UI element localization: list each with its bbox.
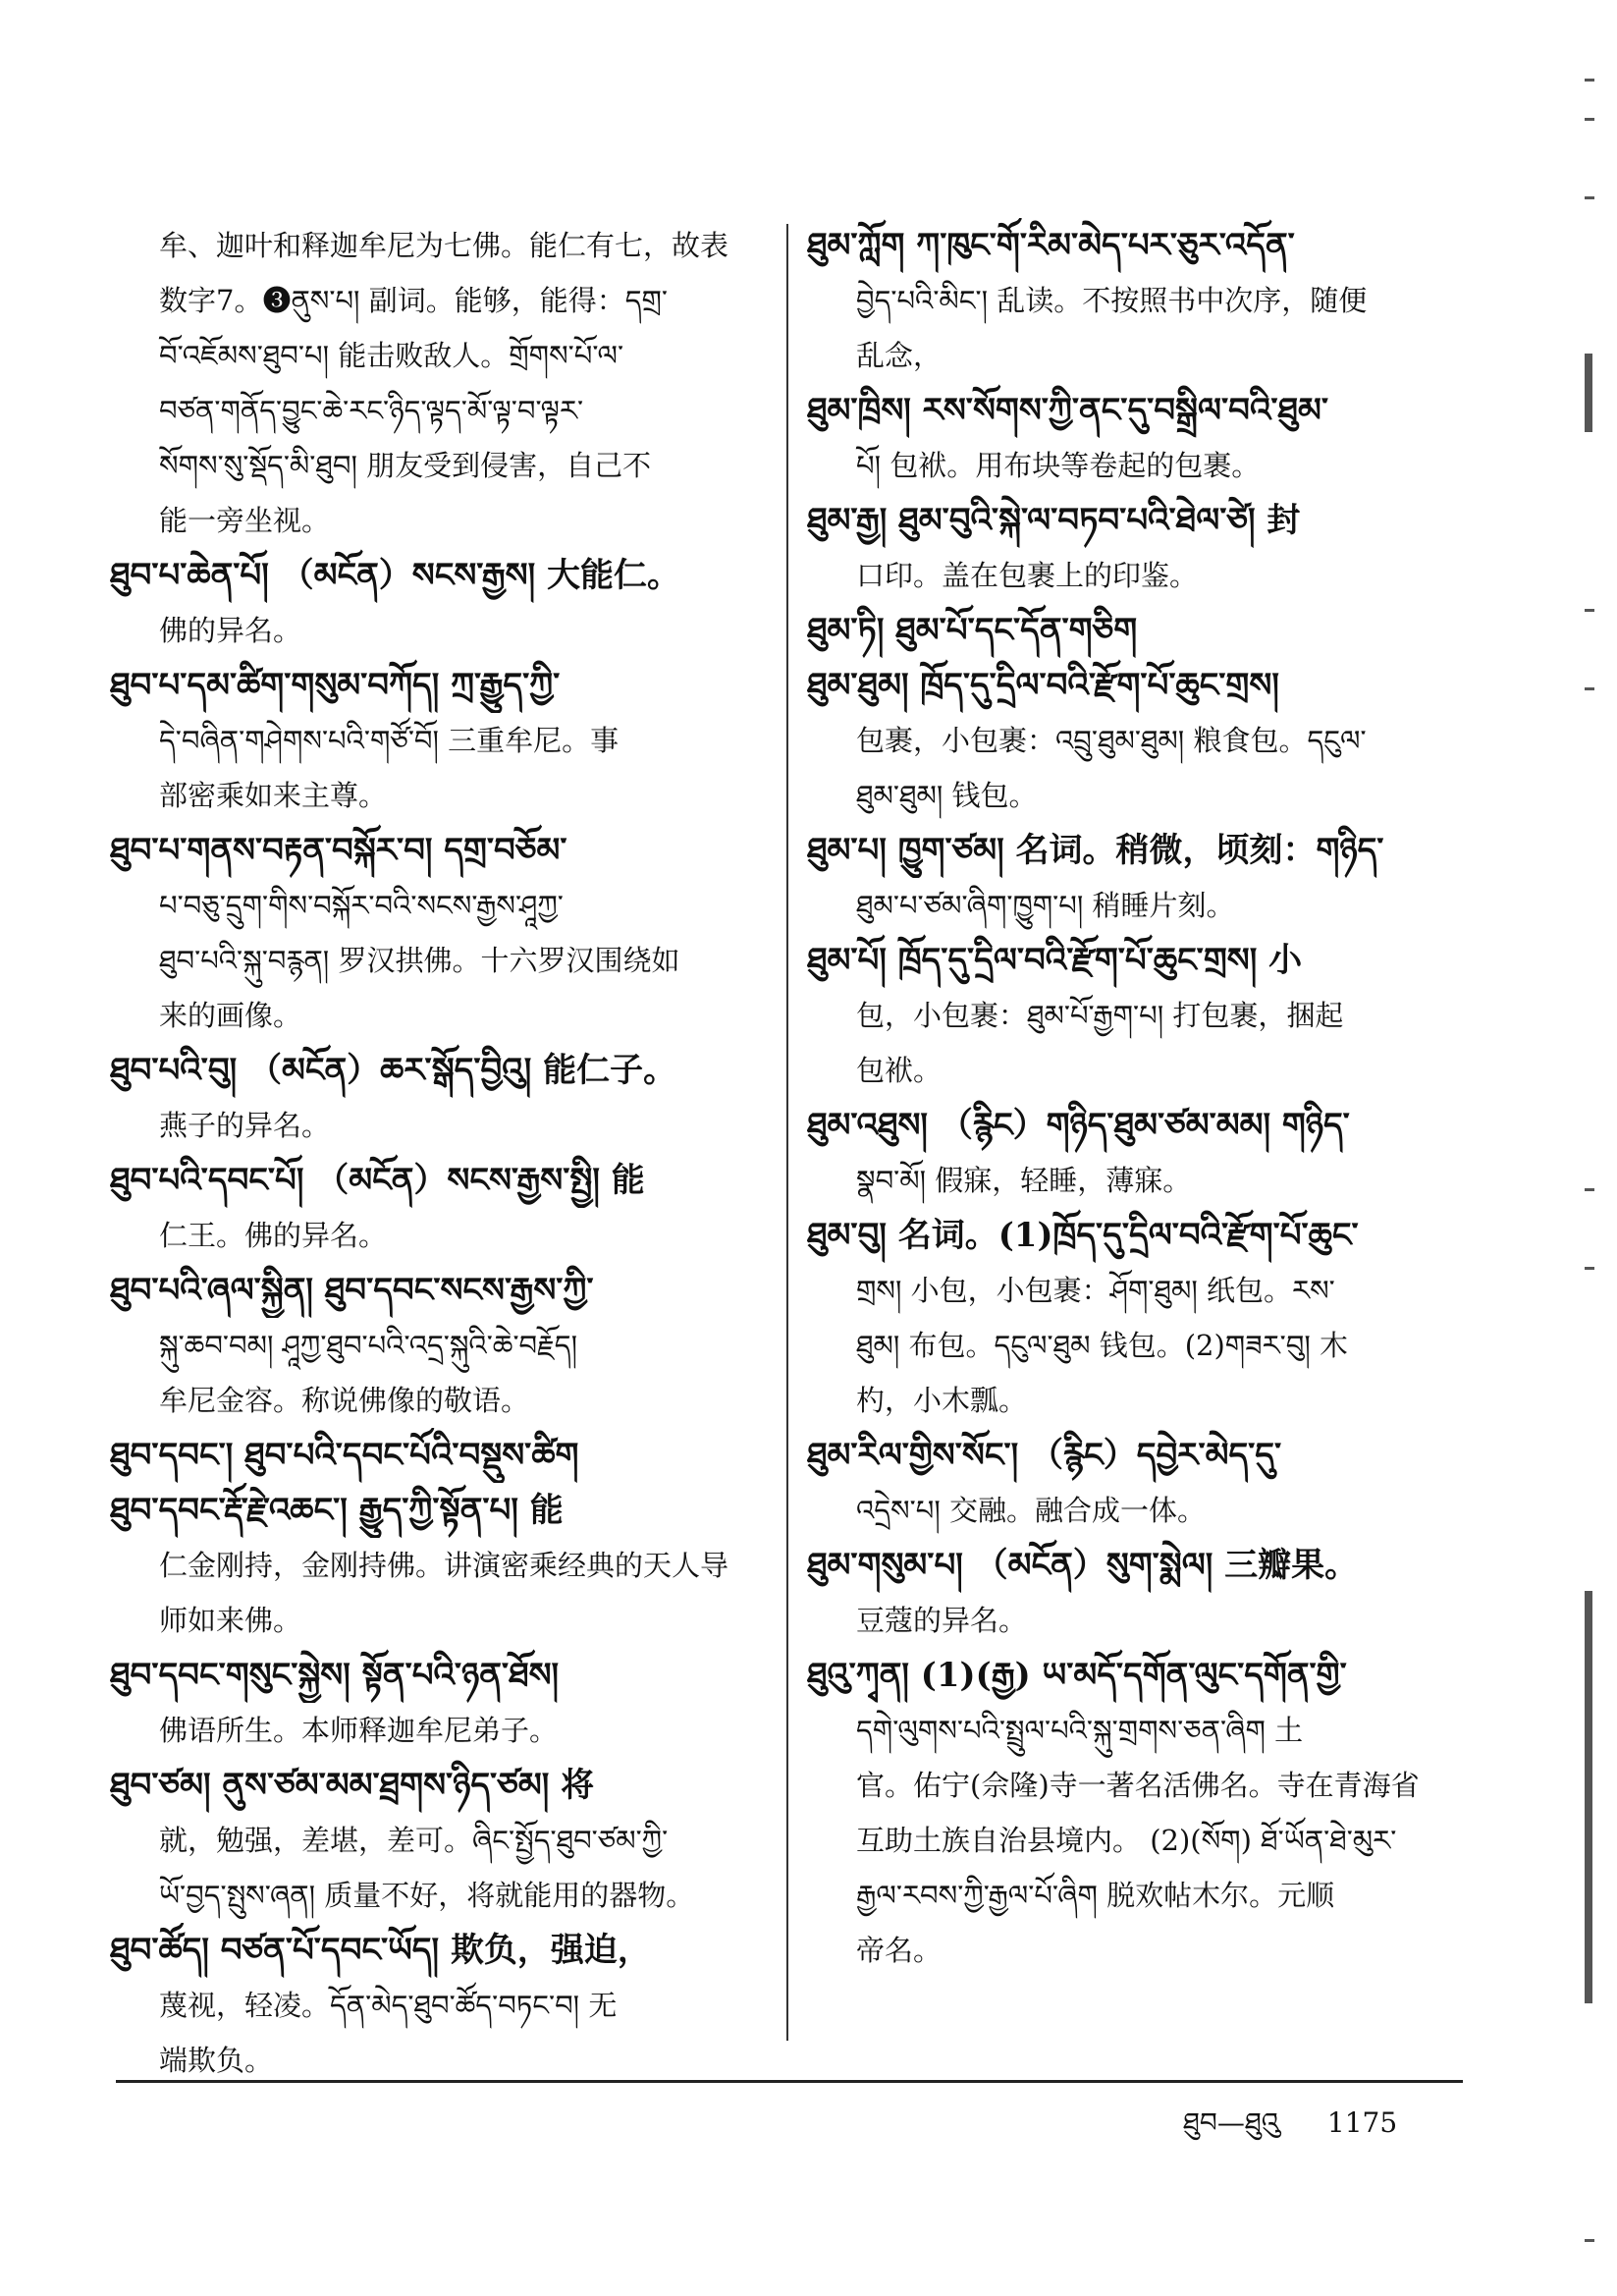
entry-text-line: 蔑视，轻凌。དོན་མེད་ཐུབ་ཚོད་བཏང་བ། 无: [159, 1989, 618, 2022]
entry-text-line: 包，小包裹：ཐུམ་པོ་རྒྱག་པ། 打包裹，捆起: [856, 999, 1344, 1032]
entry-text-line: དེ་བཞིན་གཤེགས་པའི་གཙོ་བོ། 三重牟尼。事: [159, 724, 620, 757]
entry-text-line: སོགས་སུ་སྡོད་མི་ཐུབ། 朋友受到侵害，自己不: [159, 449, 652, 482]
entry-headword-line: ཐུམ་གསུམ་པ། （མངོན）སུག་སྨེལ། 三瓣果。: [807, 1546, 1359, 1585]
entry-text-line: བཙན་གནོད་བྱུང་ཆེ་རང་ཉིད་ལྟད་མོ་ལྟ་བ་ལྟར་: [159, 394, 584, 427]
entry-headword-line: ཐུབ་དབང་རྡོ་རྗེ་འཆང་། རྒྱུད་ཀྱི་སྟོན་པ། 能: [110, 1491, 564, 1530]
entry-headword-line: ཐུའུ་ཀྭན། (1)(རྒྱ) ཡ་མདོ་དགོན་ལུང་དགོན་གྱི་: [807, 1656, 1347, 1695]
entry-text-line: 佛语所生。本师释迦牟尼弟子。: [159, 1714, 559, 1747]
entry-text-line: 来的画像。: [159, 999, 302, 1032]
entry-text-line: ཡོ་བྱད་སྤུས་ཞན། 质量不好，将就能用的器物。: [159, 1879, 695, 1912]
page-footer: [1183, 2092, 1397, 2169]
entry-headword-line: ཐུམ་ཐུམ། ཁྲོད་དུ་དྲིལ་བའི་རྫོག་པོ་ཆུང་གྲས།: [807, 666, 1279, 705]
left-column: [110, 218, 750, 2088]
entry-text-line: བྱེད་པའི་མིང་། 乱读。不按照书中次序，随便: [856, 284, 1368, 317]
entry-headword-line: ཐུམ་བུ། 名词。(1)ཁྲོད་དུ་དྲིལ་བའི་རྫོག་པོ་ཆུང་: [807, 1216, 1359, 1255]
entry-text-line: 口印。盖在包裹上的印鉴。: [856, 559, 1199, 592]
entry-text-line: སྐུ་ཆབ་བམ། ཤཱཀྱ་ཐུབ་པའི་འདྲ་སྐུའི་ཆེ་བརྗོད།: [159, 1329, 578, 1362]
entry-text-line: ཐུམ་ཐུམ། 钱包。: [856, 779, 1038, 812]
entry-headword-line: ཐུབ་པའི་བུ། （མངོན）ཆར་སྒོད་བྱིའུ། 能仁子。: [110, 1051, 677, 1090]
entry-headword-line: ཐུབ་ཚོད། བཙན་པོ་དབང་ཡོད། 欺负，强迫，: [110, 1931, 651, 1970]
entry-text-line: སྣབ་མོ། 假寐，轻睡，薄寐。: [856, 1164, 1192, 1197]
entry-headword-line: ཐུམ་པོ། ཁྲོད་དུ་དྲིལ་བའི་རྫོག་པོ་ཆུང་གྲས། 小: [807, 941, 1303, 980]
entry-text-line: པོ། 包袱。用布块等卷起的包裹。: [856, 449, 1261, 482]
entry-text-line: 牟、迦叶和释迦牟尼为七佛。能仁有七，故表: [159, 229, 729, 262]
entry-text-line: 仁王。佛的异名。: [159, 1219, 388, 1252]
entry-text-line: 包袱。: [856, 1054, 943, 1087]
entry-headword-line: ཐུམ་ཁྲིས། རས་སོགས་ཀྱི་ནང་དུ་བསྒྲིལ་བའི་ཐུམ་: [807, 391, 1329, 430]
entry-text-line: གྲས། 小包，小包裹：ཤོག་ཐུམ། 纸包。རས་: [856, 1274, 1335, 1307]
scan-edge-marks: [1581, 59, 1600, 2278]
column-divider: [786, 224, 788, 2041]
entry-headword-line: ཐུབ་པའི་ཞལ་སྐྱིན། ཐུབ་དབང་སངས་རྒྱས་ཀྱི་: [110, 1271, 594, 1310]
entry-text-line: 数字7。❸ནུས་པ། 副词。能够，能得：དགྲ་: [159, 284, 669, 317]
page-number: 1175: [1326, 2106, 1398, 2139]
entry-headword-line: ཐུབ་པ་ཆེན་པོ། （མངོན）སངས་རྒྱས། 大能仁。: [110, 556, 681, 595]
entry-text-line: 豆蔻的异名。: [856, 1604, 1028, 1637]
entry-headword-line: ཐུམ་ཏི། ཐུམ་པོ་དང་དོན་གཅིག: [807, 611, 1138, 650]
entry-text-line: 佛的异名。: [159, 614, 302, 647]
entry-text-line: 能一旁坐视。: [159, 504, 331, 537]
entry-text-line: 帝名。: [856, 1934, 943, 1967]
right-column: [807, 218, 1443, 1978]
entry-text-line: ཐུམ་པ་ཙམ་ཞིག་ཁྱུག་པ། 稍睡片刻。: [856, 889, 1235, 922]
entry-headword-line: ཐུབ་དབང་གསུང་སྐྱེས། སྟོན་པའི་ཉན་ཐོས།: [110, 1656, 560, 1695]
entry-text-line: 牟尼金容。称说佛像的敬语。: [159, 1384, 530, 1417]
entry-text-line: པ་བཅུ་དྲུག་གིས་བསྐོར་བའི་སངས་རྒྱས་ཤཱཀྱ་: [159, 889, 564, 922]
entry-headword-line: ཐུམ་རིལ་གྱིས་སོང་། （རྙིང）དབྱེར་མེད་དུ་: [807, 1436, 1282, 1475]
footer-entry-range: ཐུབ—ཐུའུ: [1183, 2106, 1279, 2139]
entry-headword-line: ཐུམ་པ། ཁྱུག་ཙམ། 名词。稍微，顷刻：གཉིད་: [807, 831, 1384, 870]
entry-text-line: 部密乘如来主尊。: [159, 779, 388, 812]
entry-text-line: 燕子的异名。: [159, 1109, 331, 1142]
footer-rule: [116, 2080, 1463, 2083]
entry-text-line: 乱念，: [856, 339, 943, 372]
entry-headword-line: ཐུབ་པ་དམ་ཚིག་གསུམ་བཀོད། ཀྲ་རྒྱུད་ཀྱི་: [110, 666, 561, 705]
entry-text-line: 就，勉强，差堪，差可。ཞིང་སྤྱོད་ཐུབ་ཙམ་ཀྱི་: [159, 1824, 669, 1857]
entry-headword-line: ཐུབ་ཙམ། ནུས་ཙམ་མམ་ཐྲགས་ཉིད་ཙམ། 将: [110, 1766, 595, 1805]
entry-text-line: རྒྱལ་རབས་ཀྱི་རྒྱལ་པོ་ཞིག 脱欢帖木尔。元顺: [856, 1879, 1335, 1912]
entry-text-line: འདྲེས་པ། 交融。融合成一体。: [856, 1494, 1206, 1527]
entry-text-line: བོ་འཇོམས་ཐུབ་པ། 能击败敌人。གྲོགས་པོ་ལ་: [159, 339, 624, 372]
entry-headword-line: ཐུམ་ཀློག ཀ་ཁུང་གོ་རིམ་མེད་པར་ཅུར་འདོན་: [807, 226, 1295, 265]
entry-text-line: ཐུབ་པའི་སྐུ་བརྙན། 罗汉拱佛。十六罗汉围绕如: [159, 944, 680, 977]
entry-headword-line: ཐུམ་རྒྱ། ཐུམ་བུའི་སྐེ་ལ་བཏབ་པའི་ཐེལ་ཙེ། 封: [807, 501, 1301, 540]
entry-text-line: 杓，小木瓢。: [856, 1384, 1028, 1417]
entry-text-line: 互助土族自治县境内。 (2)(སོག) ཐོ་ཡོན་ཐེ་མུར་: [856, 1824, 1397, 1857]
entry-headword-line: ཐུབ་པ་གནས་བརྟན་བསྐོར་བ། དགྲ་བཅོམ་: [110, 831, 567, 870]
entry-text-line: 包裹，小包裹：འབྲུ་ཐུམ་ཐུམ། 粮食包。དངུལ་: [856, 724, 1367, 757]
entry-text-line: 师如来佛。: [159, 1604, 302, 1637]
entry-headword-line: ཐུམ་འཐུས། （རྙིང）གཉིད་ཐུམ་ཙམ་མམ། གཉིད་: [807, 1106, 1350, 1145]
entry-text-line: 端欺负。: [159, 2044, 274, 2077]
entry-text-line: ཐུམ། 布包。དངུལ་ཐུམ 钱包。(2)གཟར་བུ། 木: [856, 1329, 1348, 1362]
entry-text-line: དགེ་ལུགས་པའི་སྤྲུལ་པའི་སྐུ་གྲགས་ཅན་ཞིག 土: [856, 1714, 1304, 1747]
entry-text-line: 官。佑宁(佘隆)寺一著名活佛名。寺在青海省: [856, 1769, 1420, 1802]
entry-headword-line: ཐུབ་པའི་དབང་པོ། （མངོན）སངས་རྒྱས་སྤྱི། 能: [110, 1161, 645, 1200]
entry-headword-line: ཐུབ་དབང་། ཐུབ་པའི་དབང་པོའི་བསྡུས་ཚིག: [110, 1436, 579, 1475]
entry-text-line: 仁金刚持，金刚持佛。讲演密乘经典的天人导: [159, 1549, 729, 1582]
